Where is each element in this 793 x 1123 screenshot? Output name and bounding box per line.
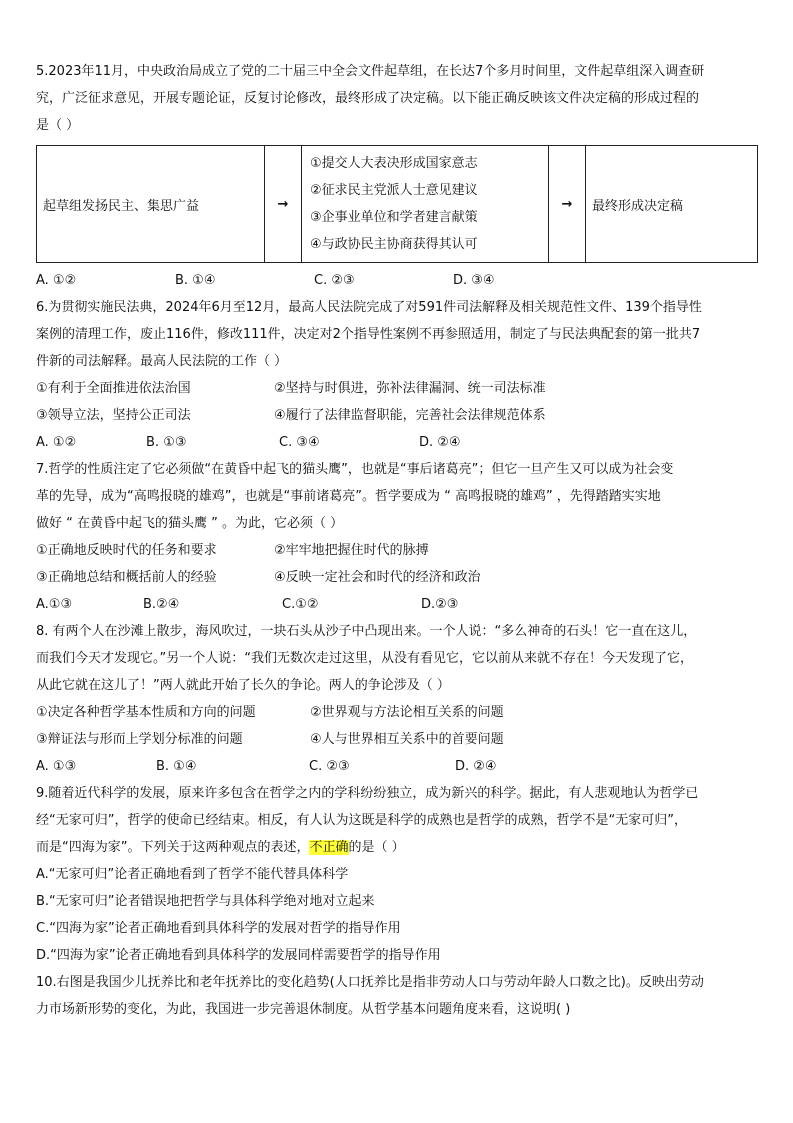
statement: ①正确地反映时代的任务和要求	[36, 543, 217, 558]
process-flow-table	[36, 145, 758, 263]
question-text-line: 做好 “ 在黄昏中起飞的猫头鹰 ” 。为此，它必须（ ）	[36, 516, 344, 531]
question-10	[36, 969, 758, 1023]
option-c: C.①②	[282, 597, 319, 612]
choice-d: D.“四海为家”论者正确地看到具体科学的发展同样需要哲学的指导作用	[36, 948, 441, 963]
flow-start-cell: 起草组发扬民主、集思广益	[37, 146, 265, 263]
question-text-segment: 的是（ ）	[348, 840, 405, 855]
option-a: A. ①②	[36, 435, 77, 450]
highlighted-keyword: 不正确	[309, 840, 349, 855]
statement: ④人与世界相互关系中的首要问题	[310, 732, 504, 747]
statement: ①决定各种哲学基本性质和方向的问题	[36, 705, 256, 720]
statement: ②牢牢地把握住时代的脉搏	[274, 543, 429, 558]
question-text-line: 革的先导，成为“高鸣报晓的雄鸡”，也就是“事前诸葛亮”。哲学要成为 “ 高鸣报晓的雄鸡” ，先得踏踏实实地	[36, 489, 661, 504]
question-text-line: 经“无家可归”，哲学的使命已经结束。相反，有人认为这既是科学的成熟也是哲学的成熟，哲学不是“无家可归”，	[36, 813, 687, 828]
statement-row	[36, 402, 758, 429]
option-c: C. ③④	[279, 435, 320, 450]
question-text-line: 从此它就在这儿了！”两人就此开始了长久的争论。两人的争论涉及（ ）	[36, 678, 450, 693]
question-text-line: 10.右图是我国少儿抚养比和老年抚养比的变化趋势(人口抚养比是指非劳动人口与劳动年龄人口数之比)。反映出劳动	[36, 975, 704, 990]
option-c: C. ②③	[314, 273, 355, 288]
option-b: B. ①④	[175, 273, 216, 288]
statement-row	[36, 564, 758, 591]
option-b: B. ①③	[146, 435, 187, 450]
statement-row	[36, 375, 758, 402]
statement: ④履行了法律监督职能，完善社会法律规范体系	[274, 408, 546, 423]
question-text-line: 6.为贯彻实施民法典，2024年6月至12月，最高人民法院完成了对591件司法解释及相关规范性文件、139个指导性	[36, 300, 702, 315]
arrow-right-icon: →	[549, 146, 586, 263]
answer-options	[36, 429, 758, 456]
statement: ③正确地总结和概括前人的经验	[36, 570, 217, 585]
statement: ③领导立法，坚持公正司法	[36, 408, 191, 423]
question-text-line: 究，广泛征求意见，开展专题论证，反复讨论修改，最终形成了决定稿。以下能正确反映该文件决定稿的形成过程的	[36, 91, 700, 106]
option-d: D.②③	[421, 597, 459, 612]
question-text-line: 案例的清理工作，废止116件，修改111件，决定对2个指导性案例不再参照适用，制定了与民法典配套的第一批共7	[36, 327, 701, 342]
choice-b: B.“无家可归”论者错误地把哲学与具体科学绝对地对立起来	[36, 894, 375, 909]
question-text-line: 力市场新形势的变化，为此，我国进一步完善退休制度。从哲学基本问题角度来看，这说明( )	[36, 1002, 571, 1017]
flow-item: ②征求民主党派人士意见建议	[310, 183, 478, 198]
answer-options	[36, 753, 758, 780]
question-7	[36, 456, 758, 618]
statement: ③辩证法与形而上学划分标准的问题	[36, 732, 243, 747]
question-5	[36, 58, 758, 294]
statement-row	[36, 726, 758, 753]
question-text-line: 是（ ）	[36, 118, 80, 133]
choice-c: C.“四海为家”论者正确地看到具体科学的发展对哲学的指导作用	[36, 921, 401, 936]
question-text-line: 9.随着近代科学的发展，原来许多包含在哲学之内的学科纷纷独立，成为新兴的科学。据此，有人悲观地认为哲学已	[36, 786, 699, 801]
question-6	[36, 294, 758, 456]
question-9	[36, 780, 758, 969]
option-d: D. ②④	[455, 759, 497, 774]
answer-options	[36, 591, 758, 618]
option-a: A.①③	[36, 597, 73, 612]
statement: ④反映一定社会和时代的经济和政治	[274, 570, 481, 585]
question-text-segment: 而是“四海为家”。下列关于这两种观点的表述，	[36, 840, 310, 855]
flow-end-cell: 最终形成决定稿	[586, 146, 758, 263]
option-a: A. ①②	[36, 273, 77, 288]
flow-item: ③企事业单位和学者建言献策	[310, 210, 478, 225]
exam-page	[36, 58, 758, 1023]
statement: ①有利于全面推进依法治国	[36, 381, 191, 396]
flow-item: ①提交人大表决形成国家意志	[310, 156, 478, 171]
statement-row	[36, 699, 758, 726]
option-a: A. ①③	[36, 759, 77, 774]
flow-item: ④与政协民主协商获得其认可	[310, 237, 478, 252]
flow-items-cell	[302, 146, 549, 263]
question-8	[36, 618, 758, 780]
question-text-line: 5.2023年11月，中央政治局成立了党的二十届三中全会文件起草组，在长达7个多月时间里，文件起草组深入调查研	[36, 64, 705, 79]
question-text-line: 8. 有两个人在沙滩上散步，海风吹过，一块石头从沙子中凸现出来。一个人说：“多么神奇的石头！它一直在这儿，	[36, 624, 697, 639]
statement-row	[36, 537, 758, 564]
option-d: D. ③④	[453, 273, 495, 288]
statement: ②坚持与时俱进，弥补法律漏洞、统一司法标准	[274, 381, 546, 396]
question-text-line: 7.哲学的性质注定了它必须做“在黄昏中起飞的猫头鹰”，也就是“事后诸葛亮”；但它一旦产生又可以成为社会变	[36, 462, 674, 477]
question-text-line: 而我们今天才发现它。”另一个人说：“我们无数次走过这里，从没有看见它，它以前从来就不存在！今天发现了它，	[36, 651, 693, 666]
question-text-line: 件新的司法解释。最高人民法院的工作（ ）	[36, 354, 288, 369]
answer-options	[36, 267, 758, 294]
statement: ②世界观与方法论相互关系的问题	[310, 705, 504, 720]
option-b: B. ①④	[156, 759, 197, 774]
option-c: C. ②③	[309, 759, 350, 774]
choice-a: A.“无家可归”论者正确地看到了哲学不能代替具体科学	[36, 867, 349, 882]
option-b: B.②④	[143, 597, 180, 612]
question-text-line	[36, 834, 758, 861]
arrow-right-icon: →	[265, 146, 302, 263]
option-d: D. ②④	[419, 435, 461, 450]
